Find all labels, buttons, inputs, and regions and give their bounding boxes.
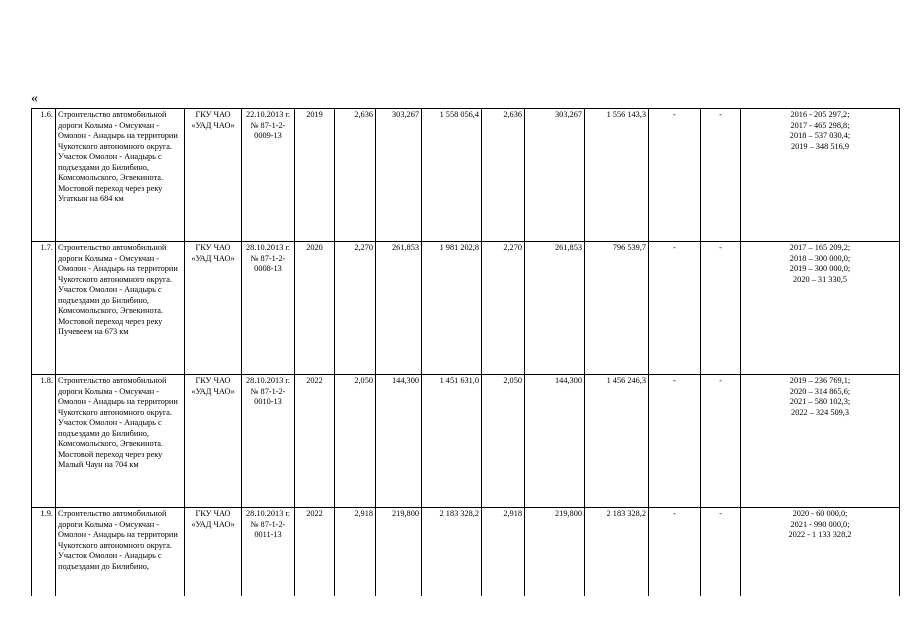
table-row [32, 508, 900, 596]
capacity-km-remaining-cell: 2,270 [482, 242, 525, 375]
capacity-meters-remaining-cell: 144,300 [525, 375, 585, 508]
project-document-cell: 28.10.2013 г. № 87-1-2-0010-13 [242, 375, 295, 508]
project-document-cell: 22.10.2013 г. № 87-1-2-0009-13 [242, 109, 295, 242]
table-row [32, 242, 900, 375]
financing-year-line: 2019 – 300 000,0; [789, 264, 851, 273]
financing-year-line: 2022 – 324 509,3 [790, 407, 850, 417]
commissioning-year-cell: 2019 [295, 109, 335, 242]
cost-remaining-cell: 1 456 246,3 [585, 375, 649, 508]
capacity-km-remaining-cell: 2,050 [482, 375, 525, 508]
financing-year-line: 2021 – 580 102,3; [789, 397, 851, 406]
row-number-cell: 1.9. [32, 508, 56, 596]
row-number-cell: 1.7. [32, 242, 56, 375]
financing-year-line: 2019 – 348 516,9 [790, 141, 850, 151]
object-name-cell: Строительство автомобильной дороги Колыма - Омсукчан - Омолон - Анадырь на территории Чукотского автономного округа. Участок Омолон - Анадырь с подъездами до Билибино, Комсомольского, Эгвекинота. Мостовой переход через реку Пучевеем на 673 км [56, 242, 185, 375]
financing-year-line: 2018 – 537 030,4; [789, 131, 851, 140]
empty-column-b-cell: - [701, 109, 741, 242]
capacity-km-cell: 2,270 [335, 242, 376, 375]
cost-remaining-cell: 2 183 328,2 [585, 508, 649, 596]
capacity-km-cell: 2,636 [335, 109, 376, 242]
capacity-meters-cell: 261,853 [376, 242, 422, 375]
customer-organization-cell: ГКУ ЧАО «УАД ЧАО» [185, 508, 242, 596]
capacity-km-remaining-cell: 2,636 [482, 109, 525, 242]
empty-column-a-cell: - [649, 375, 701, 508]
financing-year-line: 2020 - 60 000,0; [792, 509, 848, 518]
object-name-cell: Строительство автомобильной дороги Колыма - Омсукчан - Омолон - Анадырь на территории Чукотского автономного округа. Участок Омолон - Анадырь с подъездами до Билибино, Комсомольского, Эгвекинота. Мостовой переход через реку Малый Чаун на 704 км [56, 375, 185, 508]
financing-year-line: 2017 – 165 209,2; [789, 243, 851, 252]
financing-by-year-cell [741, 508, 900, 596]
opening-quote-mark: « [31, 91, 38, 106]
table-row [32, 109, 900, 242]
financing-year-line: 2020 – 314 865,6; [789, 386, 851, 396]
capacity-meters-cell: 144,300 [376, 375, 422, 508]
financing-year-line: 2021 - 990 000,0; [790, 519, 850, 529]
financing-by-year-cell [741, 109, 900, 242]
empty-column-a-cell: - [649, 109, 701, 242]
capacity-meters-remaining-cell: 261,853 [525, 242, 585, 375]
financing-by-year-cell [741, 242, 900, 375]
project-document-cell: 28.10.2013 г. № 87-1-2-0008-13 [242, 242, 295, 375]
financing-year-line: 2017 - 465 298,8; [790, 120, 850, 130]
table-body [32, 109, 900, 596]
empty-column-a-cell: - [649, 508, 701, 596]
capacity-km-cell: 2,918 [335, 508, 376, 596]
construction-objects-table [31, 108, 900, 596]
row-number-cell: 1.8. [32, 375, 56, 508]
estimated-cost-cell: 1 558 056,4 [422, 109, 482, 242]
financing-year-line: 2016 - 205 297,2; [790, 110, 850, 119]
customer-organization-cell: ГКУ ЧАО «УАД ЧАО» [185, 242, 242, 375]
financing-year-line: 2018 – 300 000,0; [789, 253, 851, 263]
capacity-meters-remaining-cell: 303,267 [525, 109, 585, 242]
empty-column-b-cell: - [701, 375, 741, 508]
financing-year-line: 2020 – 31 330,5 [793, 274, 847, 284]
cost-remaining-cell: 1 556 143,3 [585, 109, 649, 242]
financing-year-line: 2022 - 1 133 328,2 [788, 530, 852, 539]
capacity-km-cell: 2,050 [335, 375, 376, 508]
object-name-cell: Строительство автомобильной дороги Колыма - Омсукчан - Омолон - Анадырь на территории Чукотского автономного округа. Участок Омолон - Анадырь с подъездами до Билибино, Комсомольского, Эгвекинота. Мостовой переход через реку Угаткын на 684 км [56, 109, 185, 242]
empty-column-b-cell: - [701, 242, 741, 375]
table-row [32, 375, 900, 508]
cost-remaining-cell: 796 539,7 [585, 242, 649, 375]
estimated-cost-cell: 1 451 631,0 [422, 375, 482, 508]
estimated-cost-cell: 1 981 202,8 [422, 242, 482, 375]
project-document-cell: 28.10.2013 г. № 87-1-2-0011-13 [242, 508, 295, 596]
row-number-cell: 1.6. [32, 109, 56, 242]
capacity-meters-remaining-cell: 219,800 [525, 508, 585, 596]
capacity-km-remaining-cell: 2,918 [482, 508, 525, 596]
object-name-cell: Строительство автомобильной дороги Колыма - Омсукчан - Омолон - Анадырь на территории Чукотского автономного округа. Участок Омолон - Анадырь с подъездами до Билибино, [56, 508, 185, 596]
empty-column-a-cell: - [649, 242, 701, 375]
estimated-cost-cell: 2 183 328,2 [422, 508, 482, 596]
empty-column-b-cell: - [701, 508, 741, 596]
financing-year-line: 2019 – 236 769,1; [789, 376, 851, 385]
capacity-meters-cell: 303,267 [376, 109, 422, 242]
financing-by-year-cell [741, 375, 900, 508]
customer-organization-cell: ГКУ ЧАО «УАД ЧАО» [185, 109, 242, 242]
customer-organization-cell: ГКУ ЧАО «УАД ЧАО» [185, 375, 242, 508]
commissioning-year-cell: 2020 [295, 242, 335, 375]
commissioning-year-cell: 2022 [295, 508, 335, 596]
commissioning-year-cell: 2022 [295, 375, 335, 508]
capacity-meters-cell: 219,800 [376, 508, 422, 596]
